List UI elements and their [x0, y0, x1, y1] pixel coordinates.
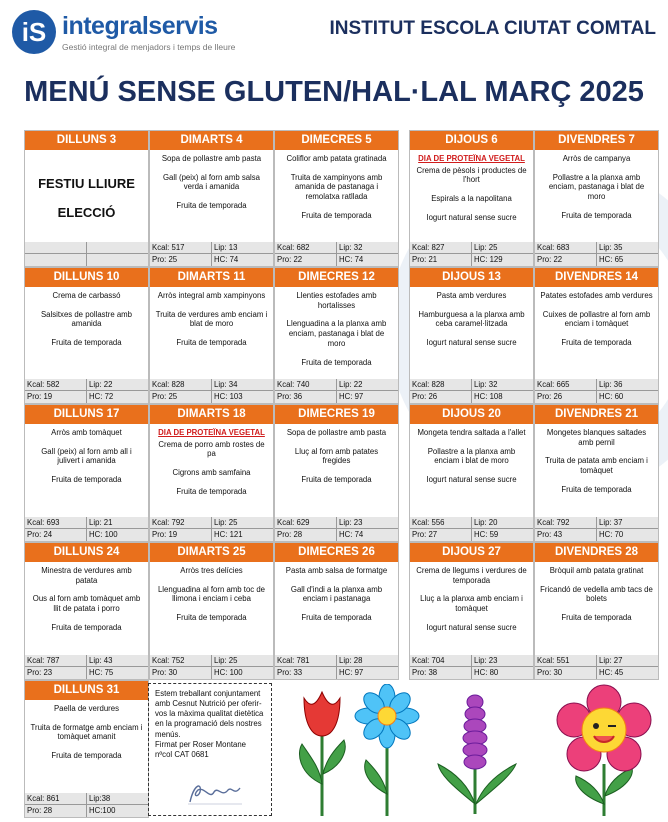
note-text: Estem treballant conjuntament amb Cesnut Nutrició per oferir-vos la màxima qualitat dietètica en la programació dels nostres menús. — [155, 689, 264, 739]
menu-items — [150, 424, 273, 517]
dish: Fruita de temporada — [561, 210, 632, 220]
dish: Cuixes de pollastre al forn amb enciam i tomàquet — [542, 309, 651, 329]
dish: Pasta amb salsa de formatge — [285, 566, 388, 575]
lipids-value: Lip: 36 — [597, 379, 658, 391]
day-header: DILLUNS 10 — [25, 268, 148, 287]
dish: Pollastre a la planxa amb enciam i blat de moro — [427, 446, 516, 466]
carbs-value — [87, 254, 148, 266]
kcal-value: Kcal: 787 — [25, 655, 87, 667]
dish: Fruita de temporada — [176, 201, 247, 211]
week-row — [24, 267, 659, 404]
kcal-value: Kcal: 792 — [150, 517, 212, 529]
carbs-value: HC: 65 — [599, 255, 624, 264]
day-cell — [24, 267, 149, 404]
lipids-value: Lip: 22 — [87, 379, 148, 391]
dish: Fruita de temporada — [51, 622, 122, 632]
kcal-value: Kcal: 693 — [25, 517, 87, 529]
dish: Fruita de temporada — [51, 751, 122, 761]
lipids-value: Lip: 32 — [337, 242, 398, 254]
menu-items — [535, 150, 658, 242]
kcal-value: Kcal: 861 — [25, 793, 87, 805]
carbs-value: HC: 74 — [339, 255, 364, 264]
red-tulip-illustration — [290, 684, 355, 819]
protein-value: Pro: 30 — [535, 667, 597, 679]
carbs-value: HC: 60 — [599, 392, 624, 401]
carbs-value: HC: 97 — [339, 668, 364, 677]
lipids-value: Lip: 21 — [87, 517, 148, 529]
day-cell — [409, 267, 534, 404]
carbs-value: HC: 59 — [474, 530, 499, 539]
dish: Crema de llegums i verdures de temporada — [416, 566, 527, 585]
day-cell — [534, 267, 659, 404]
blue-daisy-illustration — [352, 684, 422, 819]
day-cell — [149, 404, 274, 542]
nutrition-table — [150, 242, 273, 266]
vegetable-protein-day-label: DIA DE PROTEÏNA VEGETAL — [418, 154, 525, 163]
protein-value: Pro: 22 — [275, 254, 337, 266]
dish: Sopa de pollastre amb pasta — [286, 428, 387, 437]
nutrition-table — [410, 655, 533, 679]
nutrition-table — [275, 242, 398, 266]
protein-value: Pro: 19 — [150, 529, 212, 541]
menu-items — [275, 287, 398, 379]
dish: Cigrons amb samfaina — [172, 468, 251, 478]
week-row — [24, 542, 659, 680]
menu-items — [410, 287, 533, 379]
menu-items — [25, 287, 148, 379]
lipids-value: Lip: 23 — [472, 655, 533, 667]
menu-items — [25, 700, 148, 793]
school-name: INSTITUT ESCOLA CIUTAT COMTAL — [329, 18, 656, 39]
protein-value: Pro: 28 — [25, 805, 87, 817]
kcal-value: Kcal: 740 — [275, 379, 337, 391]
day-header: DIVENDRES 14 — [535, 268, 658, 287]
kcal-value: Kcal: 752 — [150, 655, 212, 667]
brand-tagline: Gestió integral de menjadors i temps de lleure — [62, 42, 236, 52]
protein-value: Pro: 22 — [535, 254, 597, 266]
day-header: DIVENDRES 21 — [535, 405, 658, 424]
dish: Llenguadina al forn amb toc de llimona i enciam i ceba — [157, 584, 266, 604]
dish: Fruita de temporada — [301, 210, 372, 220]
day-cell — [274, 130, 399, 267]
lipids-value: Lip: 28 — [337, 655, 398, 667]
protein-value: Pro: 23 — [25, 667, 87, 679]
menu-items — [275, 150, 398, 242]
menu-items — [535, 562, 658, 655]
kcal-value: Kcal: 828 — [410, 379, 472, 391]
lipids-value: Lip: 25 — [212, 655, 273, 667]
protein-value — [25, 254, 87, 266]
dish: Gall d'indi a la planxa amb enciam i pastanaga — [290, 584, 383, 604]
dish: Fruita de temporada — [176, 338, 247, 348]
day-header: DIVENDRES 7 — [535, 131, 658, 150]
lipids-value: Lip: 25 — [472, 242, 533, 254]
vegetable-protein-day-label: DIA DE PROTEÏNA VEGETAL — [158, 428, 265, 437]
dish: Fruita de temporada — [301, 613, 372, 623]
holiday-label: ELECCIÓ — [57, 204, 116, 220]
protein-value: Pro: 30 — [150, 667, 212, 679]
menu-items — [410, 424, 533, 517]
kcal-value: Kcal: 682 — [275, 242, 337, 254]
menu-items — [25, 150, 148, 242]
lipids-value: Lip: 20 — [472, 517, 533, 529]
carbs-value: HC: 103 — [214, 392, 243, 401]
dish: Lluç a la planxa amb enciam i tomàquet — [420, 594, 523, 614]
nutrition-table — [150, 655, 273, 679]
note-signed-by: Firmat per Roser Montane — [155, 739, 246, 749]
protein-value: Pro: 19 — [25, 391, 87, 403]
nutrition-table — [410, 517, 533, 541]
dish: Truita de formatge amb enciam i tomàquet amanit — [30, 722, 143, 742]
kcal-value — [25, 242, 87, 254]
kcal-value: Kcal: 551 — [535, 655, 597, 667]
day-header: DILLUNS 17 — [25, 405, 148, 424]
dish: Espirals a la napolitana — [431, 194, 512, 204]
nutrition-table — [535, 379, 658, 403]
day-cell — [149, 542, 274, 680]
protein-value: Pro: 21 — [410, 254, 472, 266]
carbs-value: HC: 74 — [214, 255, 239, 264]
lipids-value: Lip: 27 — [597, 655, 658, 667]
brand-logo-icon: iS — [12, 10, 56, 54]
kcal-value: Kcal: 828 — [150, 379, 212, 391]
dish: Hamburguesa a la planxa amb ceba caramel·litzada — [418, 309, 525, 329]
carbs-value: HC: 121 — [214, 530, 243, 539]
dish: Fruita de temporada — [561, 484, 632, 494]
dish: Gall (peix) al forn amb all i julivert i amanida — [41, 446, 132, 466]
dish: Arròs integral amb xampinyons — [157, 291, 266, 300]
week-row — [24, 404, 659, 542]
holiday-label: FESTIU LLIURE — [38, 176, 135, 191]
lipids-value: Lip: 13 — [212, 242, 273, 254]
nutrition-table — [25, 379, 148, 403]
protein-value: Pro: 25 — [150, 254, 212, 266]
day-cell — [409, 542, 534, 680]
day-header: DIJOUS 13 — [410, 268, 533, 287]
lipids-value: Lip: 43 — [87, 655, 148, 667]
menu-items — [275, 424, 398, 517]
dish: Pasta amb verdures — [436, 291, 507, 300]
menu-items — [25, 562, 148, 655]
kcal-value: Kcal: 792 — [535, 517, 597, 529]
dish: Mongetes blanques saltades amb pernil — [546, 428, 647, 447]
day-header: DIVENDRES 28 — [535, 543, 658, 562]
day-header: DIJOUS 20 — [410, 405, 533, 424]
dish: Crema de porro amb rostes de pa — [158, 439, 265, 459]
kcal-value: Kcal: 683 — [535, 242, 597, 254]
dish: Fricandó de vedella amb tacs de bolets — [540, 584, 653, 604]
nutrition-table — [275, 655, 398, 679]
signature-image — [184, 778, 244, 808]
day-cell — [274, 267, 399, 404]
day-cell — [534, 404, 659, 542]
nutrition-table — [275, 517, 398, 541]
day-header: DIMECRES 5 — [275, 131, 398, 150]
carbs-value: HC: 75 — [89, 668, 114, 677]
kcal-value: Kcal: 556 — [410, 517, 472, 529]
dish: Llenguadina a la planxa amb enciam, pastanaga i blat de moro — [286, 319, 387, 348]
smiling-flower-illustration — [548, 684, 660, 819]
week-row — [24, 130, 659, 267]
dish: Fruita de temporada — [561, 613, 632, 623]
dish: Truita de xampinyons amb amanida de pastanaga i remolatxa ratllada — [290, 172, 383, 202]
dish: Coliflor amb patata gratinada — [286, 154, 387, 163]
day-header: DIMARTS 11 — [150, 268, 273, 287]
nutrition-table — [25, 242, 148, 266]
day-cell — [149, 267, 274, 404]
nutrition-table — [25, 793, 148, 817]
brand-name: integralservis — [62, 12, 218, 40]
lipids-value — [87, 242, 148, 254]
menu-items — [535, 424, 658, 517]
day-cell — [409, 130, 534, 267]
day-cell — [274, 542, 399, 680]
dish: Mongeta tendra saltada a l'allet — [417, 428, 526, 437]
day-cell — [24, 680, 149, 818]
dish: Patates estofades amb verdures — [540, 291, 653, 300]
dish: Minestra de verdures amb patata — [41, 566, 132, 585]
menu-items — [535, 287, 658, 379]
lipids-value: Lip: 22 — [337, 379, 398, 391]
kcal-value: Kcal: 781 — [275, 655, 337, 667]
day-cell — [24, 542, 149, 680]
day-header: DIJOUS 6 — [410, 131, 533, 150]
nutrition-table — [150, 379, 273, 403]
kcal-value: Kcal: 827 — [410, 242, 472, 254]
nutrition-table — [25, 655, 148, 679]
nutrition-table — [535, 655, 658, 679]
dish: Llenties estofades amb hortalisses — [296, 291, 377, 310]
lipids-value: Lip: 35 — [597, 242, 658, 254]
dish: Iogurt natural sense sucre — [426, 475, 517, 485]
day-cell — [409, 404, 534, 542]
carbs-value: HC:100 — [89, 806, 116, 815]
carbs-value: HC: 70 — [599, 530, 624, 539]
dish: Fruita de temporada — [561, 338, 632, 348]
kcal-value: Kcal: 629 — [275, 517, 337, 529]
protein-value: Pro: 25 — [150, 391, 212, 403]
day-header: DIMECRES 12 — [275, 268, 398, 287]
day-header: DIMECRES 19 — [275, 405, 398, 424]
dish: Iogurt natural sense sucre — [426, 338, 517, 348]
dish: Salsitxes de pollastre amb amanida — [40, 309, 132, 329]
dish: Truita de verdures amb enciam i blat de moro — [155, 309, 268, 329]
nutrition-table — [275, 379, 398, 403]
kcal-value: Kcal: 704 — [410, 655, 472, 667]
carbs-value: HC: 100 — [89, 530, 118, 539]
nutrition-table — [535, 242, 658, 266]
dish: Iogurt natural sense sucre — [426, 212, 517, 222]
menu-items — [410, 150, 533, 242]
dish: Fruita de temporada — [301, 357, 372, 367]
day-cell — [24, 404, 149, 542]
day-header: DILLUNS 24 — [25, 543, 148, 562]
dish: Iogurt natural sense sucre — [426, 622, 517, 632]
carbs-value: HC: 45 — [599, 668, 624, 677]
lipids-value: Lip: 32 — [472, 379, 533, 391]
dish: Lluç al forn amb patates fregides — [294, 446, 379, 466]
dish: Arròs de campanya — [562, 154, 631, 163]
purple-lavender-illustration — [420, 684, 535, 819]
protein-value: Pro: 43 — [535, 529, 597, 541]
protein-value: Pro: 33 — [275, 667, 337, 679]
brand-logo — [12, 10, 262, 56]
dish: Fruita de temporada — [51, 338, 122, 348]
dish: Arròs tres delícies — [180, 566, 243, 575]
day-cell — [274, 404, 399, 542]
day-cell — [534, 130, 659, 267]
menu-items — [275, 562, 398, 655]
dish: Fruita de temporada — [301, 475, 372, 485]
dish: Crema de carbassó — [52, 291, 121, 300]
day-header: DIJOUS 27 — [410, 543, 533, 562]
nutrition-table — [410, 242, 533, 266]
dish: Fruita de temporada — [176, 486, 247, 496]
kcal-value: Kcal: 665 — [535, 379, 597, 391]
dish: Arròs amb tomàquet — [51, 428, 122, 437]
day-header: DIMARTS 4 — [150, 131, 273, 150]
dish: Fruita de temporada — [176, 613, 247, 623]
lipids-value: Lip: 34 — [212, 379, 273, 391]
carbs-value: HC: 108 — [474, 392, 503, 401]
protein-value: Pro: 24 — [25, 529, 87, 541]
dish: Fruita de temporada — [51, 475, 122, 485]
protein-value: Pro: 36 — [275, 391, 337, 403]
lipids-value: Lip: 37 — [597, 517, 658, 529]
lipids-value: Lip:38 — [87, 793, 148, 805]
page-title: MENÚ SENSE GLUTEN/HAL·LAL MARÇ 2025 — [24, 76, 644, 108]
carbs-value: HC: 80 — [474, 668, 499, 677]
day-cell — [534, 542, 659, 680]
carbs-value: HC: 100 — [214, 668, 243, 677]
menu-items — [410, 562, 533, 655]
day-header: DILLUNS 3 — [25, 131, 148, 150]
dish: Bròquil amb patata gratinat — [549, 566, 644, 575]
note-license: nºcol CAT 0681 — [155, 749, 209, 759]
day-header: DIMECRES 26 — [275, 543, 398, 562]
day-cell — [149, 130, 274, 267]
dish: Pollastre a la planxa amb enciam, pastanaga i blat de moro — [548, 172, 645, 202]
day-cell — [24, 130, 149, 267]
day-header: DILLUNS 31 — [25, 681, 148, 700]
protein-value: Pro: 26 — [535, 391, 597, 403]
menu-items — [150, 562, 273, 655]
dish: Truita de patata amb enciam i tomàquet — [545, 456, 648, 476]
nutrition-table — [410, 379, 533, 403]
dish: Ous al forn amb tomàquet amb llit de patata i porro — [32, 594, 141, 614]
protein-value: Pro: 38 — [410, 667, 472, 679]
protein-value: Pro: 27 — [410, 529, 472, 541]
day-header: DIMARTS 18 — [150, 405, 273, 424]
nutrition-table — [25, 517, 148, 541]
menu-items — [25, 424, 148, 517]
protein-value: Pro: 28 — [275, 529, 337, 541]
kcal-value: Kcal: 517 — [150, 242, 212, 254]
protein-value: Pro: 26 — [410, 391, 472, 403]
lipids-value: Lip: 23 — [337, 517, 398, 529]
menu-items — [150, 150, 273, 242]
dish: Paella de verdures — [53, 704, 119, 713]
nutrition-table — [150, 517, 273, 541]
carbs-value: HC: 97 — [339, 392, 364, 401]
carbs-value: HC: 74 — [339, 530, 364, 539]
kcal-value: Kcal: 582 — [25, 379, 87, 391]
dish: Gall (peix) al forn amb salsa verda i amanida — [162, 172, 261, 192]
dish: Sopa de pollastre amb pasta — [161, 154, 262, 163]
dish: Crema de pèsols i productes de l'hort — [416, 165, 527, 185]
menu-items — [150, 287, 273, 379]
nutrition-table — [535, 517, 658, 541]
carbs-value: HC: 72 — [89, 392, 114, 401]
day-header: DIMARTS 25 — [150, 543, 273, 562]
lipids-value: Lip: 25 — [212, 517, 273, 529]
carbs-value: HC: 129 — [474, 255, 503, 264]
